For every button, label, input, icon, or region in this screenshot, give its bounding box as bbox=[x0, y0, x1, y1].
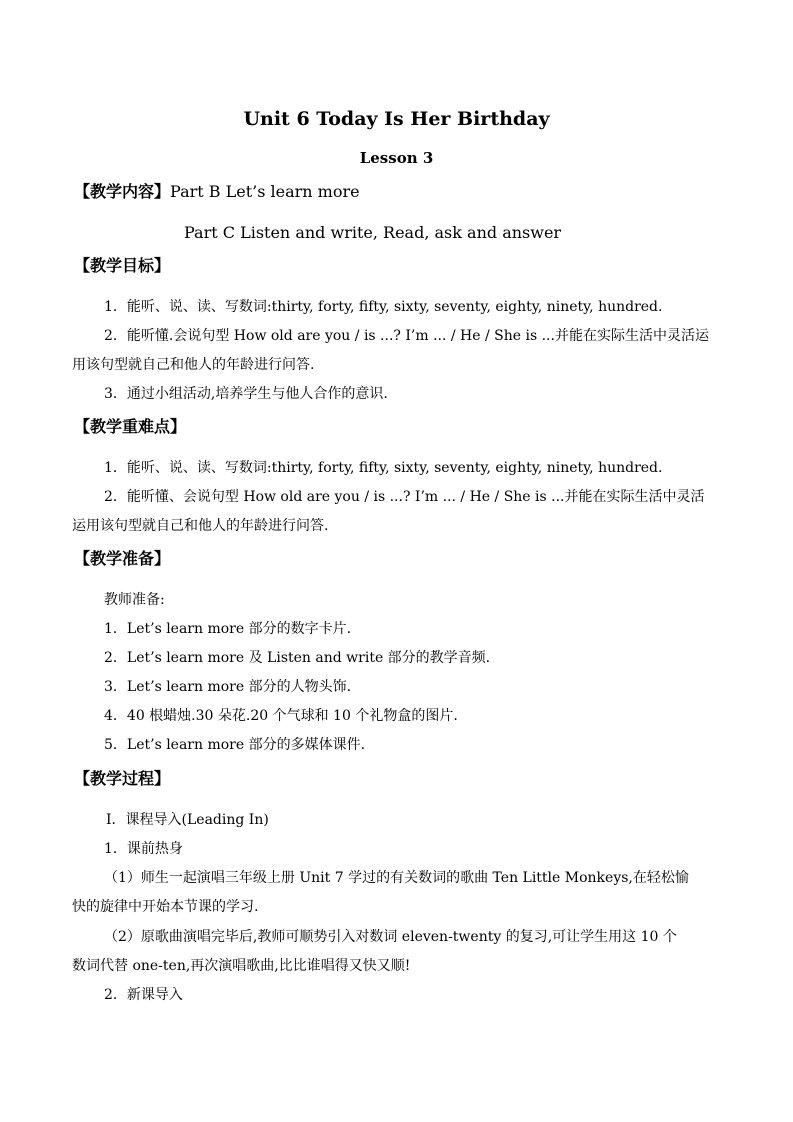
keypoint-item-2: 2．能听懂、会说句型 How old are you / is ...? I’m ... / He / She is ...并能在实际生活中灵活 bbox=[104, 489, 705, 505]
process-para-2: （2）原歌曲演唱完毕后,教师可顺势引入对数词 eleven-twenty 的复习,可让学生用这 10 个 bbox=[104, 929, 677, 945]
keypoint-item-1: 1．能听、说、读、写数词:thirty, forty, fifty, sixty, seventy, eighty, ninety, hundred. bbox=[104, 460, 663, 476]
prep-item-2: 2．Let’s learn more 及 Listen and write 部分的教学音频. bbox=[104, 650, 491, 666]
prep-item-1: 1．Let’s learn more 部分的数字卡片. bbox=[104, 621, 352, 637]
lesson-subtitle: Lesson 3 bbox=[359, 149, 434, 167]
content-line-2: Part C Listen and write, Read, ask and answer bbox=[184, 223, 562, 242]
objective-item-1: 1．能听、说、读、写数词:thirty, forty, fifty, sixty, seventy, eighty, ninety, hundred. bbox=[104, 299, 663, 315]
objective-item-3: 3．通过小组活动,培养学生与他人合作的意识. bbox=[104, 386, 388, 402]
content-line-1: Part B Let’s learn more bbox=[170, 182, 360, 201]
process-section-1: Ⅰ．课程导入(Leading In) bbox=[106, 812, 269, 828]
prep-item-4: 4．40 根蜡烛.30 朵花.20 个气球和 10 个礼物盒的图片. bbox=[104, 708, 458, 724]
prep-item-3: 3．Let’s learn more 部分的人物头饰. bbox=[104, 679, 352, 695]
objective-item-2-cont: 用该句型就自己和他人的年龄进行问答. bbox=[72, 357, 315, 373]
process-para-2-cont: 数词代替 one-ten,再次演唱歌曲,比比谁唱得又快又顺! bbox=[72, 958, 411, 974]
keypoints-heading: 【教学重难点】 bbox=[74, 417, 187, 436]
content-heading: 【教学内容】 bbox=[74, 182, 171, 201]
content-heading-row bbox=[74, 180, 360, 204]
process-step-2: 2．新课导入 bbox=[104, 987, 183, 1003]
process-para-1: （1）师生一起演唱三年级上册 Unit 7 学过的有关数词的歌曲 Ten Little Monkeys,在轻松愉 bbox=[104, 870, 689, 886]
process-para-1-cont: 快的旋律中开始本节课的学习. bbox=[72, 899, 259, 915]
keypoint-item-2-cont: 运用该句型就自己和他人的年龄进行问答. bbox=[72, 518, 329, 534]
prep-item-5: 5．Let’s learn more 部分的多媒体课件. bbox=[104, 737, 366, 753]
prep-intro: 教师准备: bbox=[104, 592, 165, 608]
process-heading: 【教学过程】 bbox=[74, 769, 171, 788]
document-title: Unit 6 Today Is Her Birthday bbox=[243, 108, 550, 130]
objectives-heading: 【教学目标】 bbox=[74, 256, 171, 275]
prep-heading: 【教学准备】 bbox=[74, 549, 171, 568]
process-step-1: 1．课前热身 bbox=[104, 841, 183, 857]
objective-item-2: 2．能听懂.会说句型 How old are you / is ...? I’m ... / He / She is ...并能在实际生活中灵活运 bbox=[104, 328, 709, 344]
